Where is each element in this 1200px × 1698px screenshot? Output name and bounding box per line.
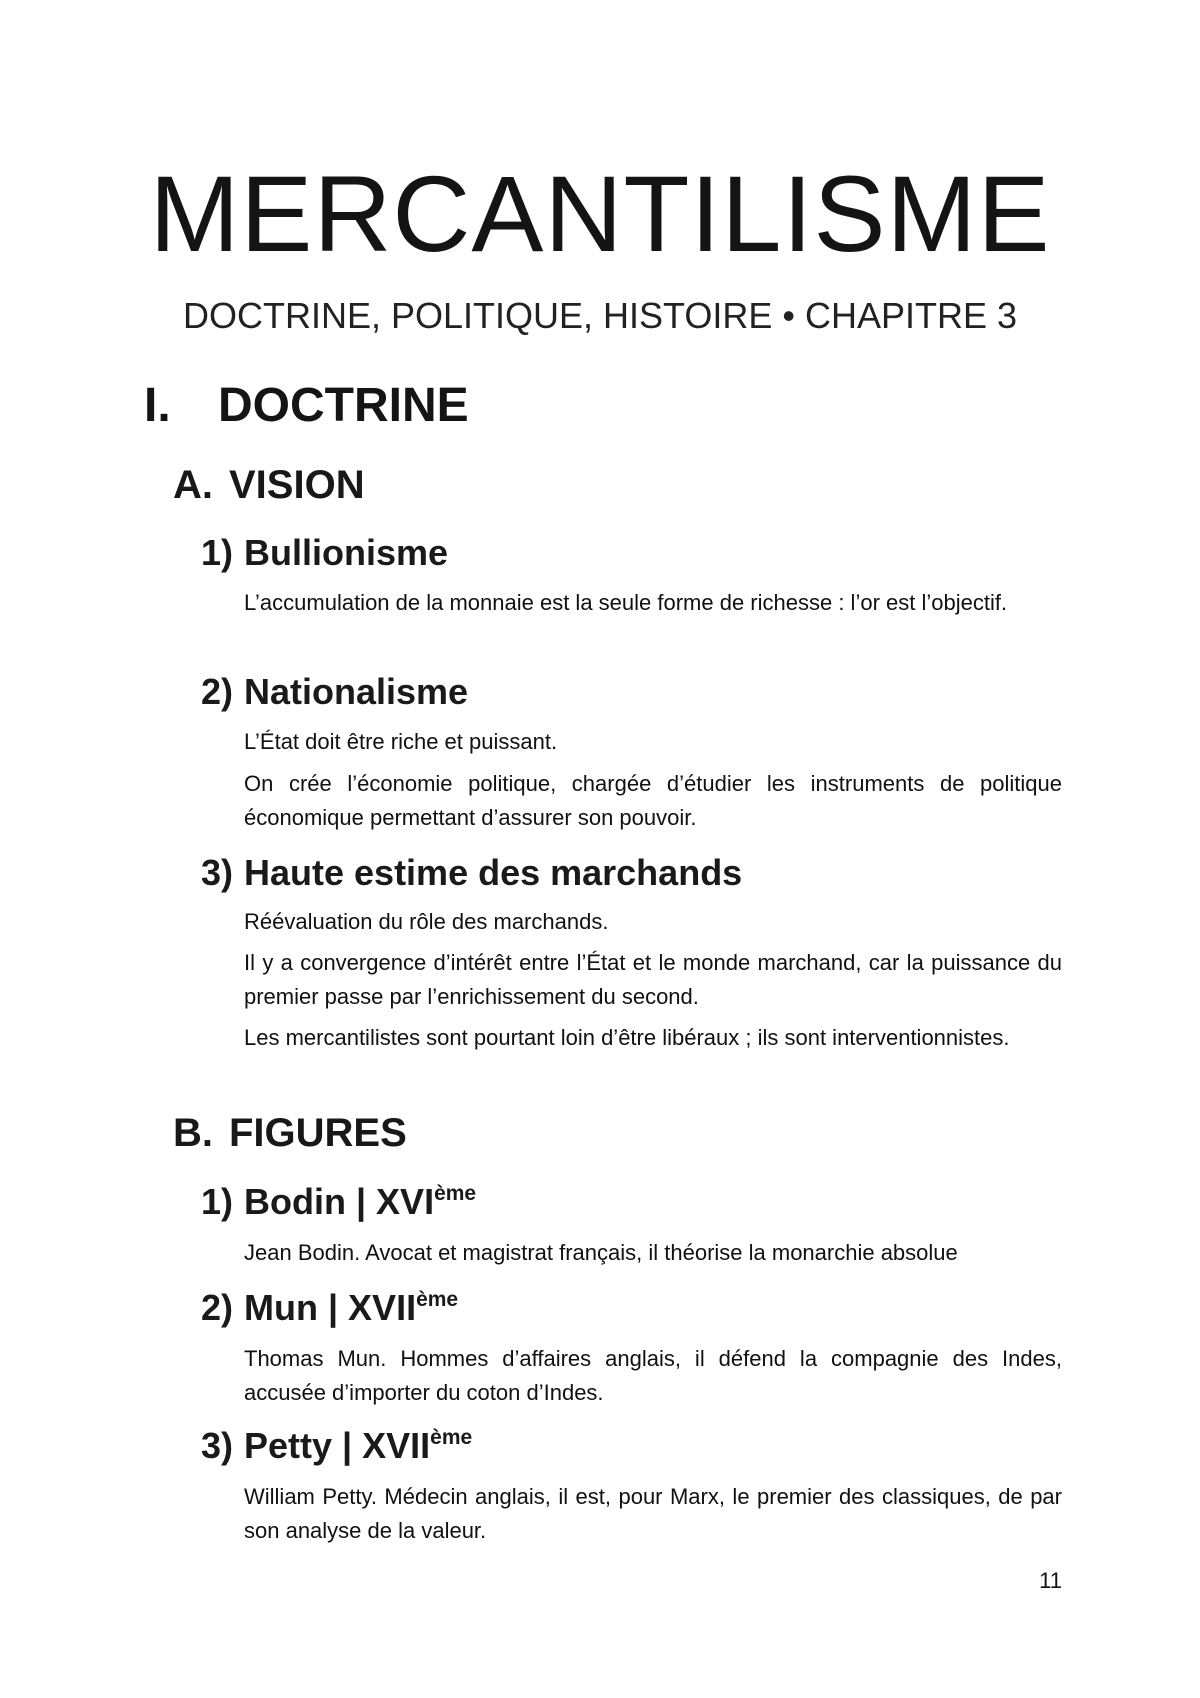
item-number: 3): [201, 852, 234, 893]
subsection-number: B.: [173, 1111, 213, 1155]
item-heading-bodin: [201, 1181, 477, 1222]
paragraph: L’État doit être riche et puissant.: [244, 729, 558, 754]
paragraph: Thomas Mun. Hommes d’affaires anglais, il défend la compagnie des Indes, accusée d’importer du coton d’Indes.: [244, 1346, 1062, 1405]
paragraph: Jean Bodin. Avocat et magistrat français, il théorise la monarchie absolue: [244, 1240, 958, 1265]
item-superscript: ème: [430, 1426, 473, 1449]
item-number: 1): [201, 532, 234, 573]
section-number: I.: [144, 379, 171, 432]
paragraph: L’accumulation de la monnaie est la seule forme de richesse : l’or est l’objectif.: [244, 590, 1008, 615]
item-number: 3): [201, 1425, 234, 1466]
subsection-heading-figures: [173, 1113, 407, 1153]
item-heading-nationalisme: [201, 671, 469, 712]
item-number: 2): [201, 671, 234, 712]
paragraph: Réévaluation du rôle des marchands.: [244, 909, 609, 934]
item-title: Bodin | XVI: [244, 1181, 435, 1222]
subsection-heading-vision: [173, 465, 365, 505]
paragraph: On crée l’économie politique, chargée d’étudier les instruments de politique économique permettant d’assurer son pouvoir.: [244, 771, 1062, 830]
item-title: Petty | XVII: [244, 1425, 431, 1466]
section-heading-doctrine: [144, 379, 469, 432]
paragraph: William Petty. Médecin anglais, il est, pour Marx, le premier des classiques, de par son analyse de la valeur.: [244, 1484, 1062, 1543]
item-title: Mun | XVII: [244, 1287, 417, 1328]
item-superscript: ème: [416, 1288, 459, 1311]
item-heading-bullionisme: [201, 532, 449, 573]
item-title: Haute estime des marchands: [244, 852, 743, 893]
item-number: 1): [201, 1181, 234, 1222]
item-heading-haute-estime: [201, 852, 743, 893]
subsection-title: FIGURES: [229, 1111, 407, 1155]
paragraph: Il y a convergence d’intérêt entre l’État et le monde marchand, car la puissance du premier passe par l’enrichissement du second.: [244, 950, 1062, 1009]
item-heading-petty: [201, 1425, 473, 1466]
item-title: Nationalisme: [244, 671, 469, 712]
item-title: Bullionisme: [244, 532, 449, 573]
item-superscript: ème: [434, 1182, 477, 1205]
item-number: 2): [201, 1287, 234, 1328]
item-heading-mun: [201, 1287, 459, 1328]
paragraph: Les mercantilistes sont pourtant loin d’être libéraux ; ils sont interventionnistes.: [244, 1025, 1010, 1050]
document-subtitle: DOCTRINE, POLITIQUE, HISTOIRE • CHAPITRE 3: [182, 295, 1018, 336]
subsection-title: VISION: [229, 463, 365, 507]
subsection-number: A.: [173, 463, 213, 507]
section-title: DOCTRINE: [218, 379, 469, 432]
page-number: 11: [1039, 1568, 1062, 1593]
document-title: MERCANTILISME: [149, 153, 1051, 274]
